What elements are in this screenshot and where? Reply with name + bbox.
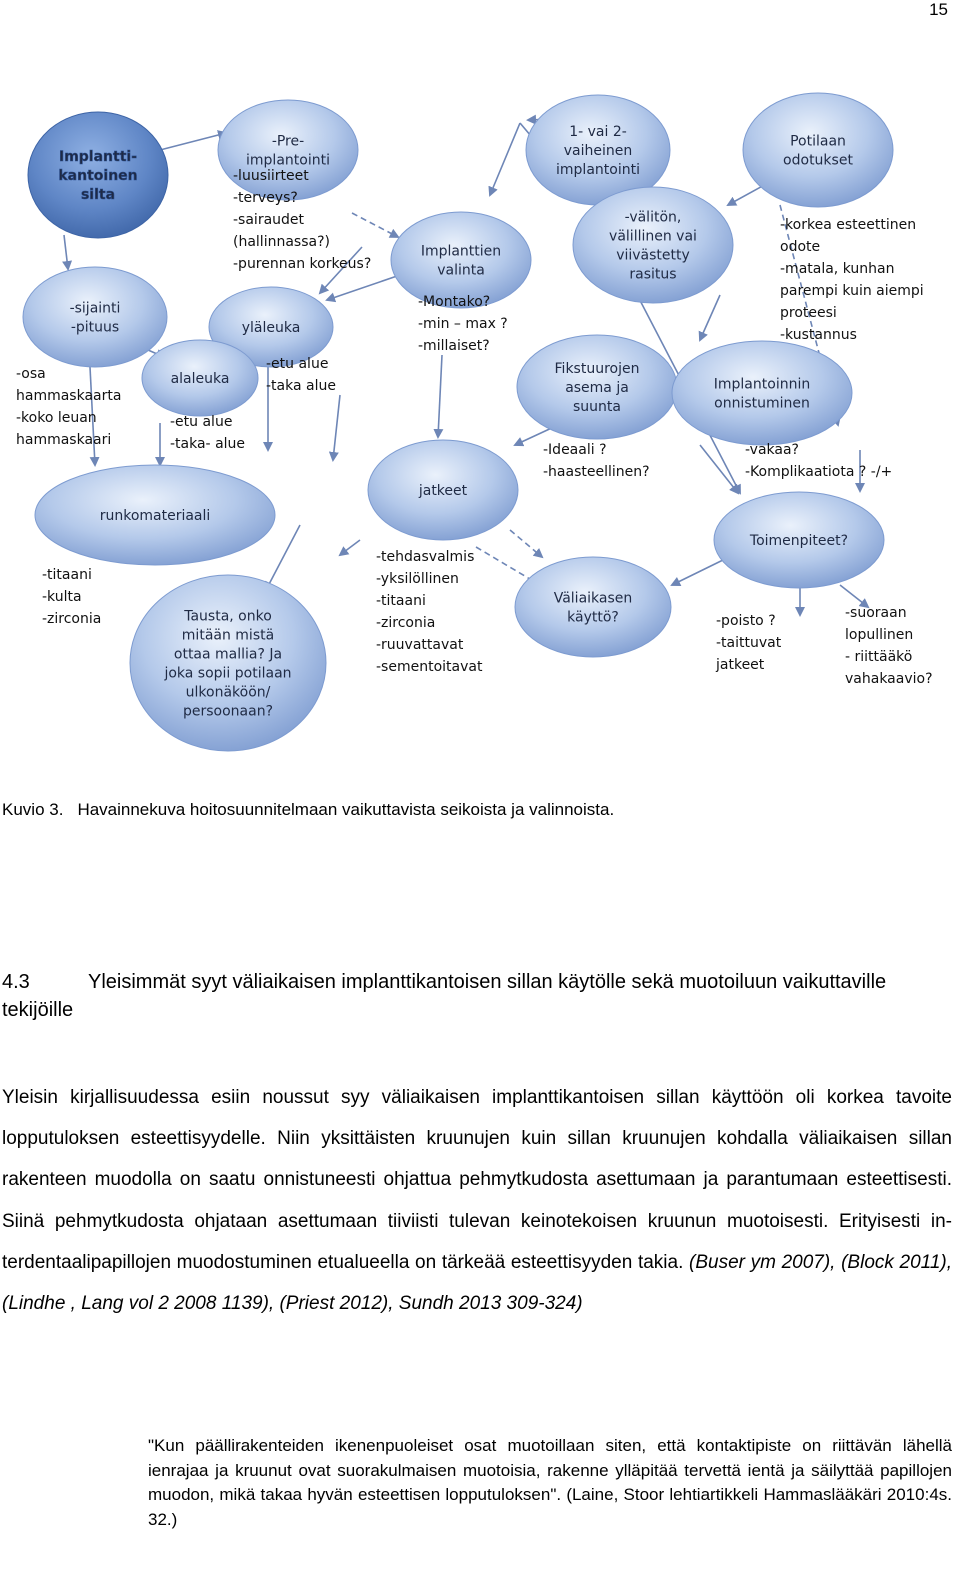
treatment-planning-diagram (0, 85, 960, 755)
bubble-label: Potilaan (790, 133, 846, 150)
note-line: - riittääkö (845, 649, 913, 665)
note-line: -korkea esteettinen (780, 217, 917, 233)
bubble-patient-expectations (743, 93, 893, 207)
bubble-loading (573, 187, 733, 303)
bubble-background-model (130, 575, 326, 751)
bubble-label: Implanttien (420, 243, 502, 260)
note-line: -zirconia (376, 615, 436, 631)
bubble-label: odotukset (783, 152, 853, 169)
bubble-shape (23, 267, 167, 367)
bubble-label: viivästetty (616, 247, 690, 264)
bubble-shape (218, 100, 358, 200)
connector-arrow (266, 525, 300, 590)
bubble-label: Fikstuurojen (554, 361, 640, 377)
note-line: -titaani (376, 593, 426, 609)
bubble-label: silta (80, 187, 116, 203)
bubble-label: mitään mistä (181, 627, 275, 644)
bubble-label: rasitus (629, 266, 677, 283)
bubble-extensions (368, 440, 518, 540)
bubble-temporary-use (515, 557, 671, 657)
note-line: -Ideaali ? (543, 442, 607, 458)
bubble-label: yläleuka (241, 320, 301, 336)
note-line: hammaskaarta (16, 388, 122, 404)
bubble-label: Implantti- (58, 149, 138, 165)
bubble-label: alaleuka (170, 371, 230, 387)
note-line: odote (780, 239, 821, 255)
bubble-label: -Pre- (271, 133, 305, 150)
section-heading (2, 968, 952, 1024)
note-line: -etu alue (170, 414, 233, 430)
paragraph-text: Yleisin kirjallisuudessa esiin noussut syy väliaikaisen implanttikantoisen sillan käyttöön oli korkea tavoite lopputuloksen esteettisyydelle. Niin yksittäisten kruunujen kuin sillan kruunujen kohdalla väliaikaisen sillan rakenteen muodolla on saatu onnistuneesti ohjattua pehmytkudosta asettumaan ja parantumaan esteettisesti. Siinä pehmytkudosta ohjataan asettumaan tiiviisti tulevan keinotekoisen kruunun muotoisesti. Erityisesti interdentaalipapillojen muodostuminen etualueella on tärkeää esteettisyyden takia. (2, 1087, 952, 1273)
note-line: -vakaa? (745, 442, 799, 458)
bubble-label: persoonaan? (182, 703, 274, 720)
note-material-notes (42, 567, 101, 627)
bubble-measures (714, 492, 884, 588)
note-lower-jaw-notes (170, 414, 245, 452)
note-line: -tehdasvalmis (376, 549, 475, 565)
note-location-notes (16, 366, 121, 448)
connector-arrow (352, 213, 398, 237)
note-line: -kustannus (780, 327, 857, 343)
bubble-label: joka sopii potilaan (164, 665, 292, 682)
connector-arrow (64, 235, 68, 269)
bubble-label: ulkonäköön/ (185, 684, 271, 701)
connector-arrow (840, 585, 868, 607)
section-title: Yleisimmät syyt väliaikaisen implanttikantoisen sillan käytölle sekä muotoiluun vaikuttaville tekijöille (2, 971, 887, 1021)
connector-arrow (438, 355, 442, 437)
bubble-label: Toimenpiteet? (749, 533, 849, 549)
note-line: -haasteellinen? (543, 464, 650, 480)
note-patient-notes (780, 217, 924, 343)
note-line: hammaskaari (16, 432, 112, 448)
note-line: -matala, kunhan (780, 261, 895, 277)
note-line: -taka alue (266, 378, 336, 394)
connector-arrow (672, 560, 723, 585)
bubble-label: onnistuminen (714, 395, 810, 412)
note-measures-notes-right (845, 605, 933, 687)
connector-arrow (340, 540, 360, 555)
note-line: -millaiset? (418, 338, 490, 354)
note-selection-notes (418, 294, 508, 354)
note-line: -Komplikaatiota ? -/+ (745, 464, 893, 480)
connector-arrow (700, 295, 720, 340)
note-pre-implant-notes (233, 168, 371, 272)
note-line: -suoraan (845, 605, 907, 621)
bubble-frame-material (35, 465, 275, 565)
connector-arrow (160, 133, 226, 150)
connector-arrow (490, 123, 520, 195)
note-line: -osa (16, 366, 46, 382)
paragraph-references: (Buser ym 2007), (Block 2011), (Lindhe , Lang vol 2 2008 1139), (Priest 2012), Sundh 2013 309-324) (2, 1251, 953, 1315)
bubble-label: implantointi (556, 162, 640, 178)
bubble-label: kantoinen (58, 168, 138, 184)
bubble-lower-jaw (142, 340, 258, 416)
quotation: "Kun päällirakenteiden ikenenpuoleiset osat muotoillaan siten, että kontaktipiste on riittävän lähellä ienrajaa ja kruunut ovat suorakulmaisen muotoisia, rakenne ylläpitää tervettä ientä ja säilyttää papillojen muodon, mikä takaa hyvän esteettisen lopputuloksen". (Laine, Stoor lehtiartikkeli Hammaslääkäri 2010:4s. 32.) (148, 1436, 952, 1529)
bubble-shape (515, 557, 671, 657)
bubble-label: Implantoinnin (713, 376, 811, 393)
bubble-implantation-success (672, 341, 852, 445)
note-line: -kulta (42, 589, 82, 605)
bubble-label: vaiheinen (563, 143, 633, 159)
note-line: lopullinen (845, 627, 914, 643)
connector-arrow (333, 395, 340, 460)
caption-text: Havainnekuva hoitosuunnitelmaan vaikuttavista seikoista ja valinnoista. (77, 800, 615, 819)
bubble-location-length (23, 267, 167, 367)
note-line: jatkeet (716, 657, 765, 673)
note-line: -etu alue (266, 356, 329, 372)
note-line: -terveys? (233, 190, 298, 206)
note-line: -taka- alue (170, 436, 246, 452)
note-measures-notes-left (715, 613, 782, 673)
bubble-implant-bridge (28, 112, 168, 238)
bubble-label: implantointi (246, 152, 330, 169)
note-extensions-notes (376, 549, 483, 675)
bubble-label: Väliaikasen (553, 590, 633, 607)
note-line: -sementoitavat (376, 659, 483, 675)
bubble-label: -pituus (70, 319, 120, 336)
figure-caption (2, 800, 614, 820)
note-line: -Montako? (418, 294, 491, 310)
bubble-pre-implant (218, 100, 358, 200)
section-number: 4.3 (2, 971, 30, 993)
note-line: -koko leuan (16, 410, 97, 426)
note-line: parempi kuin aiempi (780, 283, 924, 299)
note-line: (hallinnassa?) (233, 234, 330, 250)
bubble-label: 1- vai 2- (569, 124, 627, 140)
bubble-shape (672, 341, 852, 445)
bubble-fixture-position (517, 335, 677, 439)
note-line: proteesi (780, 305, 837, 321)
bubble-shape (130, 575, 326, 751)
note-line: -titaani (42, 567, 92, 583)
bubble-label: jatkeet (418, 483, 468, 499)
bubble-label: -sijainti (69, 300, 121, 317)
note-line: -luusiirteet (233, 168, 309, 184)
bubble-shape (573, 187, 733, 303)
note-fixture-notes (543, 442, 650, 480)
bubble-label: Tausta, onko (184, 608, 272, 625)
bubble-label: asema ja (565, 380, 629, 396)
note-line: -sairaudet (233, 212, 305, 228)
note-line: -poisto ? (716, 613, 776, 629)
note-line: -taittuvat (716, 635, 782, 651)
body-paragraph (2, 1077, 952, 1324)
note-line: -ruuvattavat (376, 637, 464, 653)
bubble-label: -välitön, (624, 209, 682, 226)
bubble-label: suunta (573, 399, 621, 415)
bubble-label: valinta (437, 262, 485, 279)
note-line: -zirconia (42, 611, 102, 627)
bubble-label: välillinen vai (609, 228, 697, 245)
note-line: vahakaavio? (845, 671, 933, 687)
bubble-label: runkomateriaali (99, 508, 211, 524)
note-success-notes (745, 442, 892, 480)
bubble-label: käyttö? (567, 609, 619, 626)
note-line: -purennan korkeus? (233, 256, 372, 272)
page-number: 15 (929, 0, 948, 19)
connector-arrow (510, 530, 542, 557)
note-upper-jaw-notes (266, 356, 336, 394)
caption-label: Kuvio 3. (2, 800, 64, 819)
note-line: -min – max ? (418, 316, 508, 332)
bubble-label: ottaa mallia? Ja (173, 646, 283, 663)
note-line: -yksilöllinen (376, 571, 459, 587)
bubble-shape (743, 93, 893, 207)
connector-arrow (327, 275, 400, 300)
